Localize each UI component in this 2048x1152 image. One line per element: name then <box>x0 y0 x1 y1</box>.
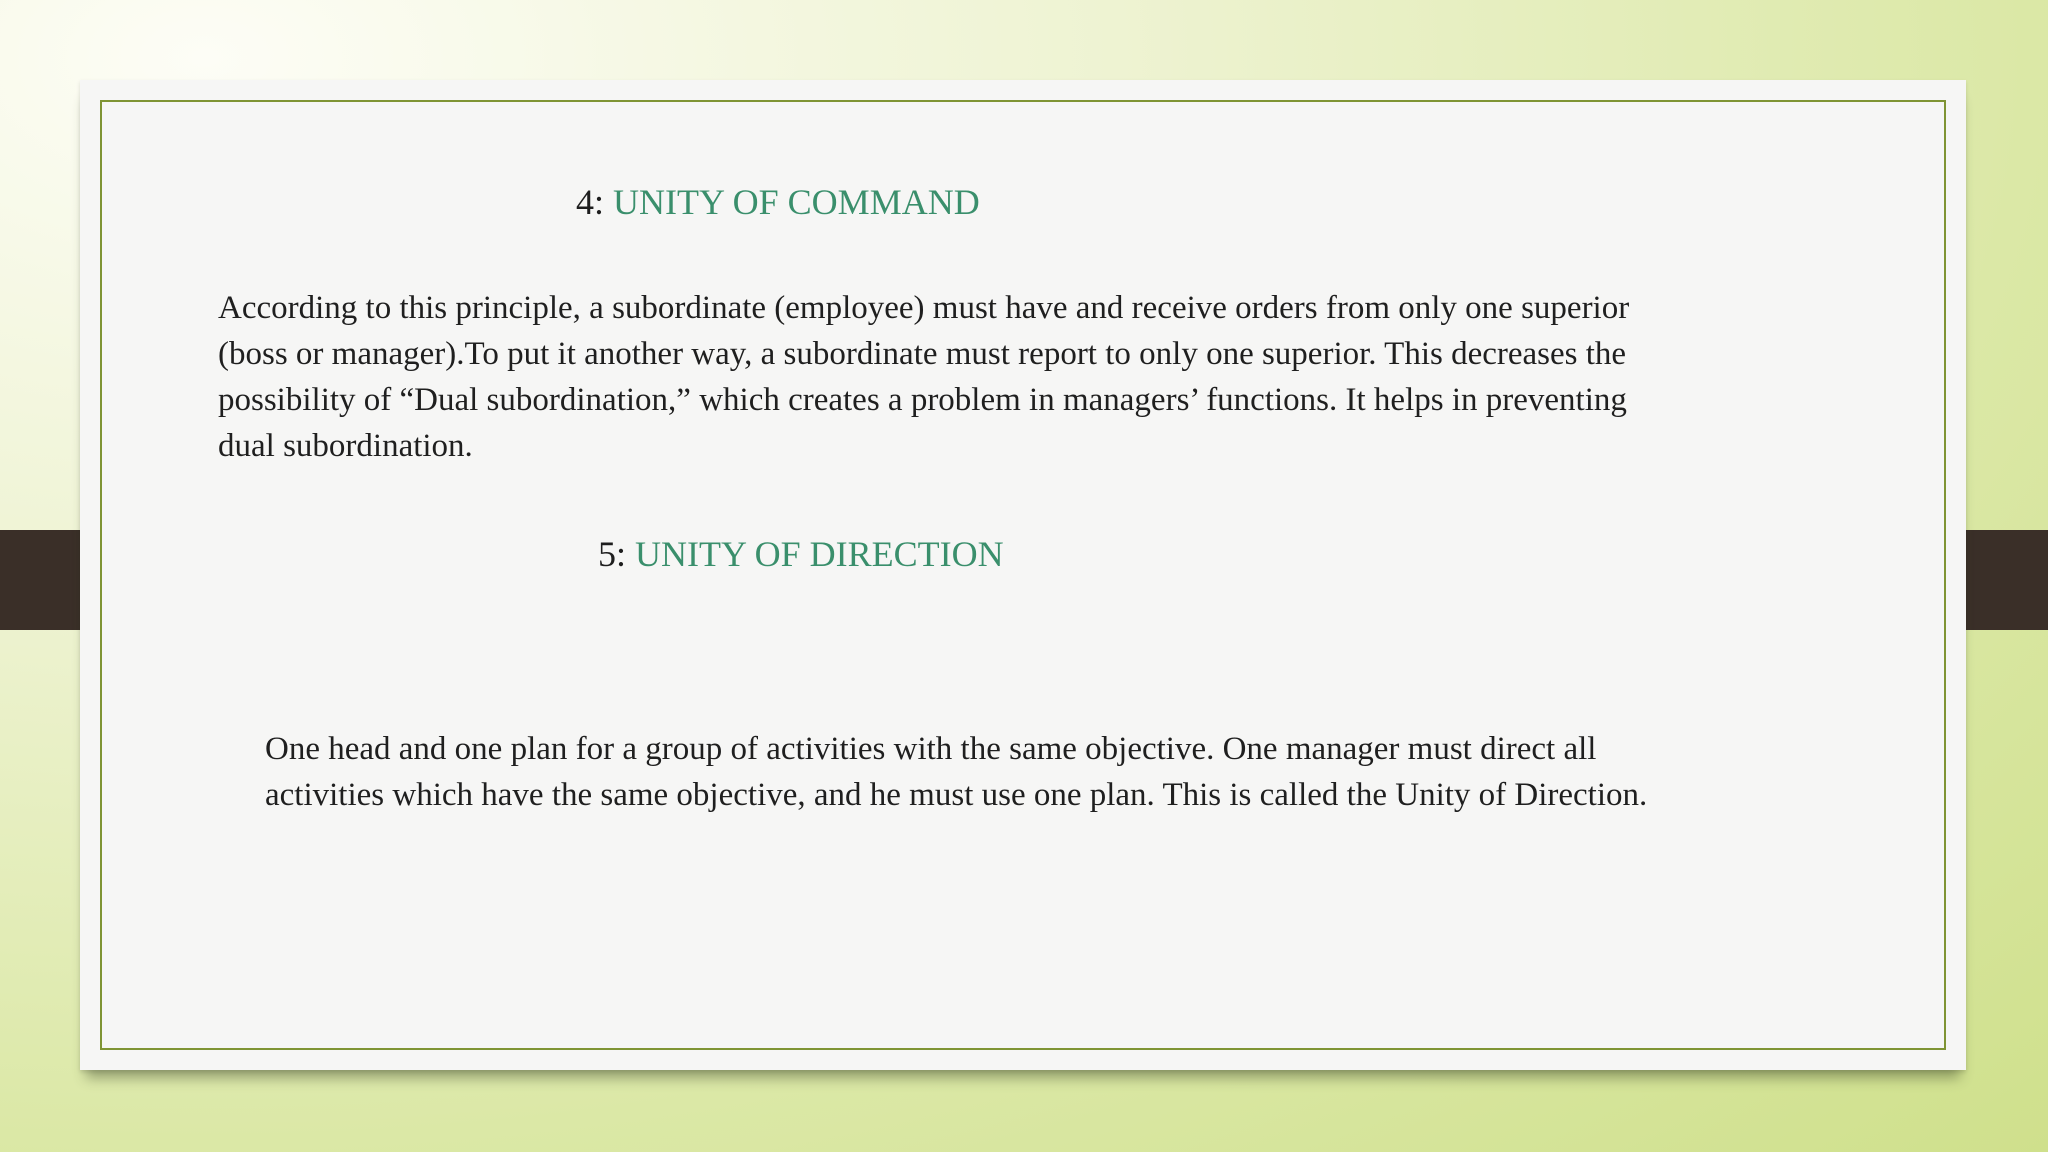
section-title: UNITY OF COMMAND <box>613 182 980 222</box>
section-body-unity-of-direction: One head and one plan for a group of activities with the same objective. One manager must direct all activities which have the same objective, and he must use one plan. This is called the Unity of Direction. <box>265 731 1648 813</box>
slide-frame-border <box>100 100 1946 1050</box>
slide-card <box>80 80 1966 1070</box>
section-heading-unity-of-command <box>576 181 980 223</box>
section-body-unity-of-command: According to this principle, a subordinate (employee) must have and receive orders from only one superior (boss or manager).To put it another way, a subordinate must report to only one superior. This decreases the possibility of “Dual subordination,” which creates a problem in managers’ functions. It helps in preventing dual subordination. <box>218 290 1630 464</box>
section-title: UNITY OF DIRECTION <box>635 534 1004 574</box>
section-number: 4: <box>576 182 605 222</box>
section-heading-unity-of-direction <box>598 533 1004 575</box>
section-number: 5: <box>598 534 627 574</box>
